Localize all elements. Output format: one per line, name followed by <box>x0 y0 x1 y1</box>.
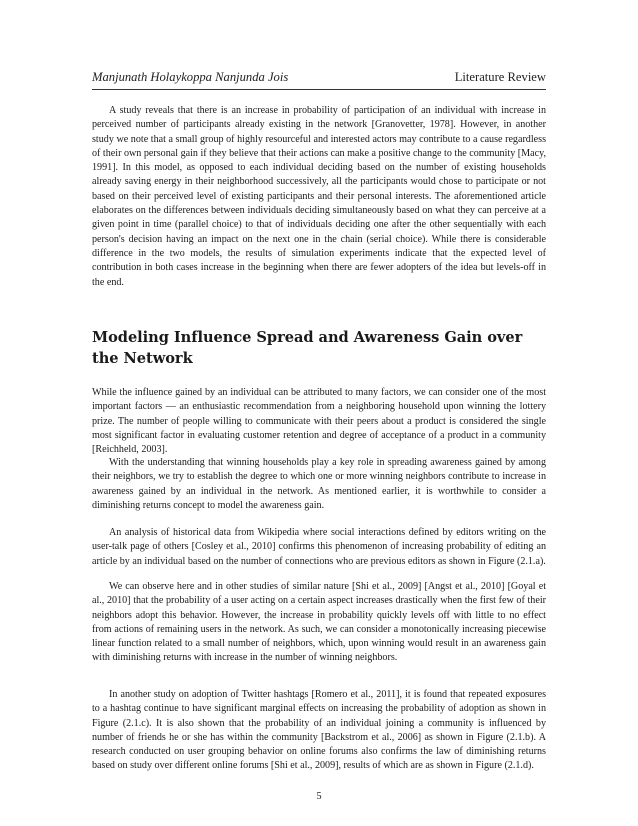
body-paragraph-5: In another study on adoption of Twitter hashtags [Romero et al., 2011], it is found that repeated exposures to a hashtag continue to have significant marginal effects on increasing the probability of adoption as shown in Figure (2.1.c). It is also shown that the probability of an individual joining a community is influenced by number of friends he or she has within the community [Backstrom et al., 2006] as shown in Figure (2.1.b). A research conducted on user grouping behavior on online forums also confirms the law of diminishing returns based on study over different online forums [Shi et al., 2009], results of which are as shown in Figure (2.1.d). <box>92 689 546 772</box>
header-author: Manjunath Holaykoppa Nanjunda Jois <box>92 70 289 84</box>
body-paragraph-3: An analysis of historical data from Wikipedia where social interactions defined by editors writing on the user-talk page of others [Cosley et al., 2010] confirms this phenomenon of increasing probability of editing an article by an individual based on the number of connections who are previous editors as shown in Figure (2.1.a). <box>92 527 546 567</box>
body-paragraph-2: With the understanding that winning households play a key role in spreading awareness gained by among their neighbors, we try to establish the degree to which one or more winning neighbors contribute to increase in awareness gained by an individual in the network. As mentioned earlier, it is worthwhile to consider a diminishing returns concept to model the awareness gain. <box>92 457 546 511</box>
header-section: Literature Review <box>454 70 546 84</box>
body-paragraph-4: We can observe here and in other studies of similar nature [Shi et al., 2009] [Angst et al., 2010] [Goyal et al., 2010] that the probability of a user acting on a certain aspect increases drastically when the first few of their neighbors adopt this behavior. However, the increase in probability quickly levels off with little to no effect from actions of remaining users in the network. As such, we can consider a monotonically increasing piecewise linear function related to a small number of neighbors, which, upon winning would result in an awareness gain with diminishing returns with increase in the number of winning neighbors. <box>92 581 546 664</box>
section-heading: Modeling Influence Spread and Awareness Gain over the Network <box>92 329 523 367</box>
page-number: 5 <box>316 791 322 802</box>
intro-paragraph: A study reveals that there is an increase in probability of participation of an individual with increase in perceived number of participants already existing in the network [Granovetter, 1978]. However, in another study we note that a small group of highly resourceful and interested actors may contribute to a cause regardless of their own personal gain if they believe that their actions can make a positive change to the community [Macy, 1991]. In this model, as opposed to each individual deciding based on the number of existing households already saving energy in their neighborhood successively, all the participants would chose to participate or not based on their perceived level of existing participants and their personal interests. The aforementioned article elaborates on the differences between individuals deciding simultaneously based on what they can perceive at a given point in time (parallel choice) to that of individuals deciding one after the other sequentially with each person's decision having an impact on the next one in the chain (serial choice). While there is considerable difference in the two models, the results of simulation experiments indicate that the expected level of contribution in both cases increase in the beginning when there are fewer adopters of the idea but levels-off in the end. <box>92 105 546 288</box>
body-paragraph-1: While the influence gained by an individual can be attributed to many factors, we can consider one of the most important factors — an enthusiastic recommendation from a neighboring household upon winning the lottery prize. The number of people willing to communicate with their peers about a product is considered the single most significant factor in evaluating customer retention and degree of acceptance of a product in a community [Reichheld, 2003]. <box>92 387 546 456</box>
running-header <box>92 70 546 86</box>
header-rule <box>92 89 546 90</box>
